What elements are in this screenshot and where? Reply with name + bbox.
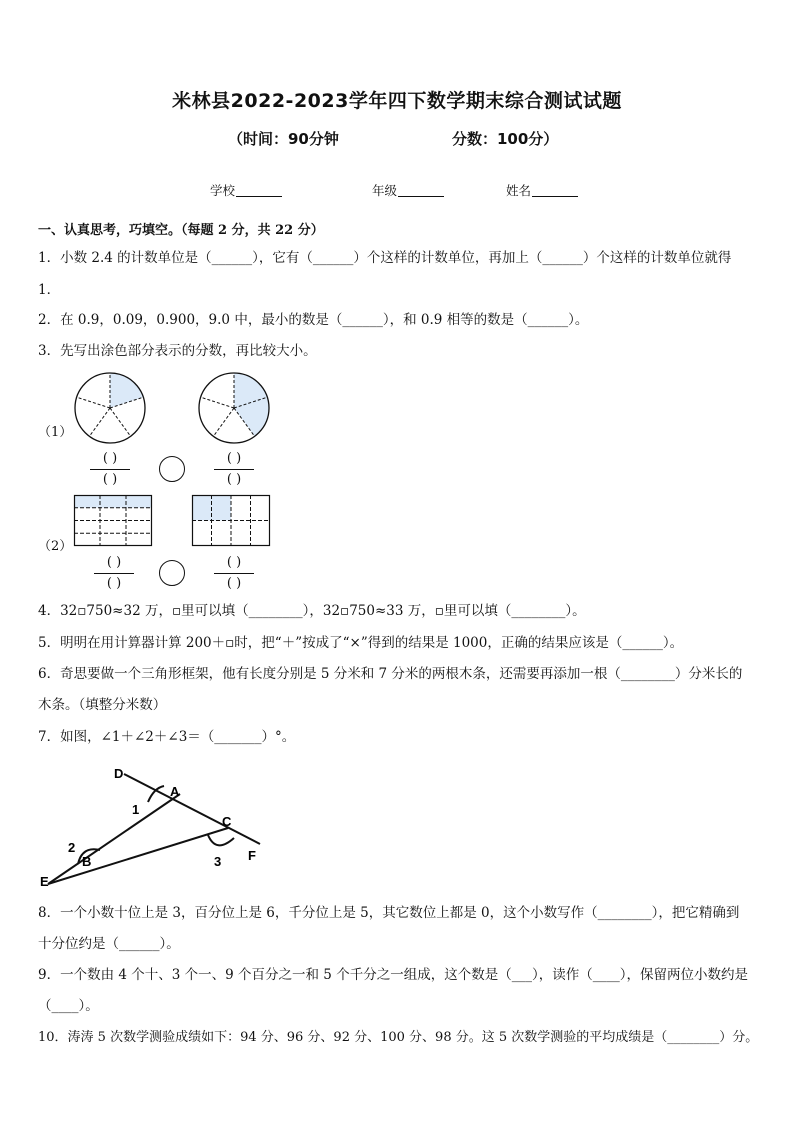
angle-label-3: 3 bbox=[214, 854, 222, 869]
grid-rect-right bbox=[192, 495, 270, 546]
question-1-cont: 1． bbox=[38, 282, 61, 298]
question-3: 3．先写出涂色部分表示的分数，再比较大小。 bbox=[38, 343, 317, 359]
question-8: 8．一个小数十位上是 3，百分位上是 6，千分位上是 5，其它数位上都是 0，这个小数写作（________），把它精确到 bbox=[38, 905, 740, 921]
name-field[interactable] bbox=[506, 181, 578, 199]
grade-field[interactable] bbox=[372, 181, 444, 199]
time-label: （时间：90分钟 bbox=[228, 130, 339, 148]
point-D: D bbox=[114, 766, 124, 781]
angle-figure bbox=[38, 762, 278, 890]
angle-label-1: 1 bbox=[132, 802, 140, 817]
angle-label-2: 2 bbox=[68, 840, 76, 855]
compare-circle-1[interactable] bbox=[159, 456, 185, 482]
point-A: A bbox=[170, 784, 180, 799]
question-4: 4．32▫750≈32 万，▫里可以填（________），32▫750≈33 万，▫里可以填（________）。 bbox=[38, 603, 586, 619]
point-F: F bbox=[248, 848, 256, 863]
point-C: C bbox=[222, 814, 232, 829]
grid-rect-left bbox=[74, 495, 152, 546]
school-field[interactable] bbox=[210, 181, 282, 199]
question-10: 10．涛涛 5 次数学测验成绩如下：94 分、96 分、92 分、100 分、98 分。这 5 次数学测验的平均成绩是（________）分。 bbox=[38, 1030, 759, 1045]
grid-shade-left bbox=[74, 495, 152, 508]
page-title: 米林县2022-2023学年四下数学期末综合测试试题 bbox=[172, 90, 622, 112]
line-EA bbox=[48, 794, 180, 884]
question-6-cont: 木条。（填整分米数） bbox=[38, 697, 167, 713]
angle-arc-3 bbox=[208, 835, 234, 845]
question-7: 7．如图，∠1＋∠2＋∠3＝（_______）°。 bbox=[38, 729, 296, 745]
fraction-blank-3[interactable]: ( ) ( ) bbox=[90, 555, 138, 592]
name-label: 姓名 bbox=[506, 183, 532, 198]
line-DF bbox=[124, 774, 260, 844]
compare-circle-2[interactable] bbox=[159, 560, 185, 586]
pie-circle-left bbox=[74, 372, 146, 444]
fraction-blank-1[interactable]: ( ) ( ) bbox=[86, 451, 134, 488]
question-5: 5．明明在用计算器计算 200＋▫时，把“＋”按成了“×”得到的结果是 1000，正确的结果应该是（______）。 bbox=[38, 635, 684, 651]
name-blank[interactable] bbox=[532, 196, 578, 197]
question-2: 2．在 0.9，0.09，0.900，9.0 中，最小的数是（______），和 0.9 相等的数是（______）。 bbox=[38, 312, 589, 328]
line-EC bbox=[48, 828, 228, 884]
fraction-blank-4[interactable]: ( ) ( ) bbox=[210, 555, 258, 592]
grade-blank[interactable] bbox=[398, 196, 444, 197]
school-label: 学校 bbox=[210, 183, 236, 198]
point-B: B bbox=[82, 854, 92, 869]
score-label: 分数：100分） bbox=[452, 130, 559, 148]
pie-circle-right bbox=[198, 372, 270, 444]
point-E: E bbox=[40, 874, 49, 889]
fraction-blank-2[interactable]: ( ) ( ) bbox=[210, 451, 258, 488]
question-6: 6．奇思要做一个三角形框架，他有长度分别是 5 分米和 7 分米的两根木条，还需要再添加一根（________）分米长的 bbox=[38, 666, 743, 682]
question-1: 1．小数 2.4 的计数单位是（______），它有（______）个这样的计数单位，再加上（______）个这样的计数单位就得 bbox=[38, 250, 732, 266]
question-9: 9．一个数由 4 个十、3 个一、9 个百分之一和 5 个千分之一组成，这个数是（___），读作（____），保留两位小数约是 bbox=[38, 967, 748, 983]
section-heading: 一、认真思考，巧填空。（每题 2 分，共 22 分） bbox=[38, 223, 324, 238]
question-8-cont: 十分位约是（______）。 bbox=[38, 936, 180, 952]
grade-label: 年级 bbox=[372, 183, 398, 198]
q3-label-1: （1） bbox=[38, 425, 73, 440]
question-9-cont: （____）。 bbox=[38, 998, 99, 1014]
school-blank[interactable] bbox=[236, 196, 282, 197]
q3-label-2: （2） bbox=[38, 539, 73, 554]
